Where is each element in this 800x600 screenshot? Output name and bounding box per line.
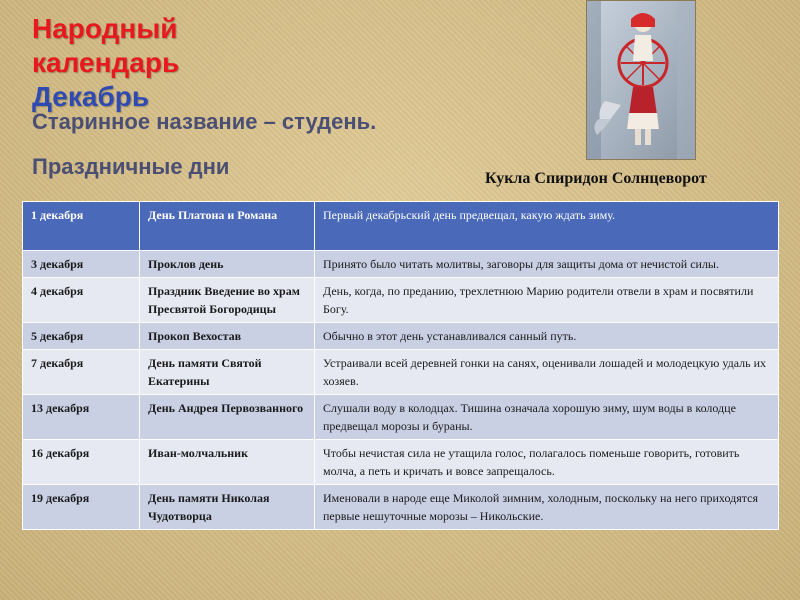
table-row [23,323,779,350]
doll-photo [586,0,696,160]
doll-caption: Кукла Спиридон Солнцеворот [485,170,707,187]
table-row [23,395,779,440]
row-description: Именовали в народе еще Миколой зимним, холодным, поскольку на него приходятся первые нешуточные морозы – Никольские. [315,485,779,530]
table-row [23,485,779,530]
row-holiday-name: Прокоп Вехостав [140,323,315,350]
row-date: 3 декабря [23,251,140,278]
row-date: 16 декабря [23,440,140,485]
row-date: 7 декабря [23,350,140,395]
row-holiday-name: Праздник Введение во храм Пресвятой Богородицы [140,278,315,323]
row-holiday-name: День Платона и Романа [140,202,315,251]
row-date: 4 декабря [23,278,140,323]
row-holiday-name: День памяти Николая Чудотворца [140,485,315,530]
row-date: 19 декабря [23,485,140,530]
row-holiday-name: День памяти Святой Екатерины [140,350,315,395]
row-description: Слушали воду в колодцах. Тишина означала хорошую зиму, шум воды в колодце предвещал морозы и бураны. [315,395,779,440]
row-description: Чтобы нечистая сила не утащила голос, полагалось поменьше говорить, готовить молча, а петь и кричать и вовсе запрещалось. [315,440,779,485]
table-row [23,440,779,485]
table-row [23,350,779,395]
row-date: 5 декабря [23,323,140,350]
row-description: Устраивали всей деревней гонки на санях, оценивали лошадей и молодецкую удаль их хозяев. [315,350,779,395]
subtitle: Старинное название – студень. [32,109,377,134]
row-description: День, когда, по преданию, трехлетнюю Марию родители отвели в храм и посвятили Богу. [315,278,779,323]
row-holiday-name: Проклов день [140,251,315,278]
page-title [32,12,292,114]
table-row [23,278,779,323]
title-line-1: Народный [32,13,178,44]
row-holiday-name: День Андрея Первозванного [140,395,315,440]
row-description: Обычно в этот день устанавливался санный путь. [315,323,779,350]
title-line-2: календарь [32,47,180,78]
holidays-heading: Праздничные дни [32,154,230,179]
table-row [23,251,779,278]
row-date: 1 декабря [23,202,140,251]
table-row [23,202,779,251]
doll-image [587,1,695,159]
row-holiday-name: Иван-молчальник [140,440,315,485]
holidays-table [22,201,779,530]
row-description: Первый декабрьский день предвещал, какую ждать зиму. [315,202,779,251]
row-description: Принято было читать молитвы, заговоры для защиты дома от нечистой силы. [315,251,779,278]
title-month: Декабрь [32,81,150,112]
row-date: 13 декабря [23,395,140,440]
